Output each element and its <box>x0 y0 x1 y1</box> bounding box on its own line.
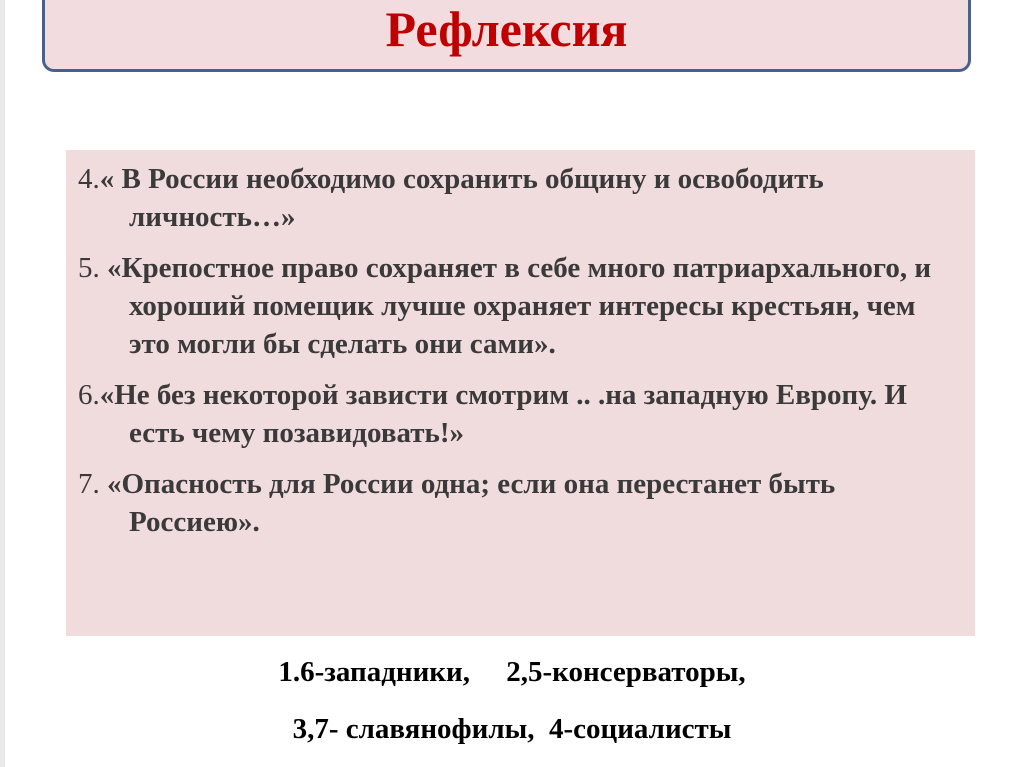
quote-number: 7. <box>78 468 107 500</box>
answer-key-line-1: 1.6-западники, 2,5-консерваторы, <box>278 656 746 688</box>
slide-title: Рефлексия <box>385 0 628 57</box>
title-banner <box>42 0 971 72</box>
slide-left-edge <box>0 0 5 767</box>
quote-item-6 <box>78 376 963 452</box>
quotes-panel <box>66 150 975 636</box>
quote-text: «Опасность для России одна; если она перестанет быть Россиею». <box>107 468 836 538</box>
quote-number: 4. <box>78 163 100 195</box>
quote-number: 5. <box>78 252 107 284</box>
quote-text: « В России необходимо сохранить общину и освободить личность…» <box>99 163 824 233</box>
quote-number: 6. <box>78 379 100 411</box>
quote-item-4 <box>78 160 963 236</box>
quote-text: «Не без некоторой зависти смотрим .. .на западную Европу. И есть чему позавидовать!» <box>99 379 907 449</box>
quote-text: «Крепостное право сохраняет в себе много патриархального, и хороший помещик лучше охраняет интересы крестьян, чем это могли бы сделать они сами». <box>107 252 932 360</box>
answer-key-line-2: 3,7- славянофилы, 4-социалисты <box>292 713 732 745</box>
quote-item-5 <box>78 249 963 363</box>
quote-item-7 <box>78 465 963 541</box>
